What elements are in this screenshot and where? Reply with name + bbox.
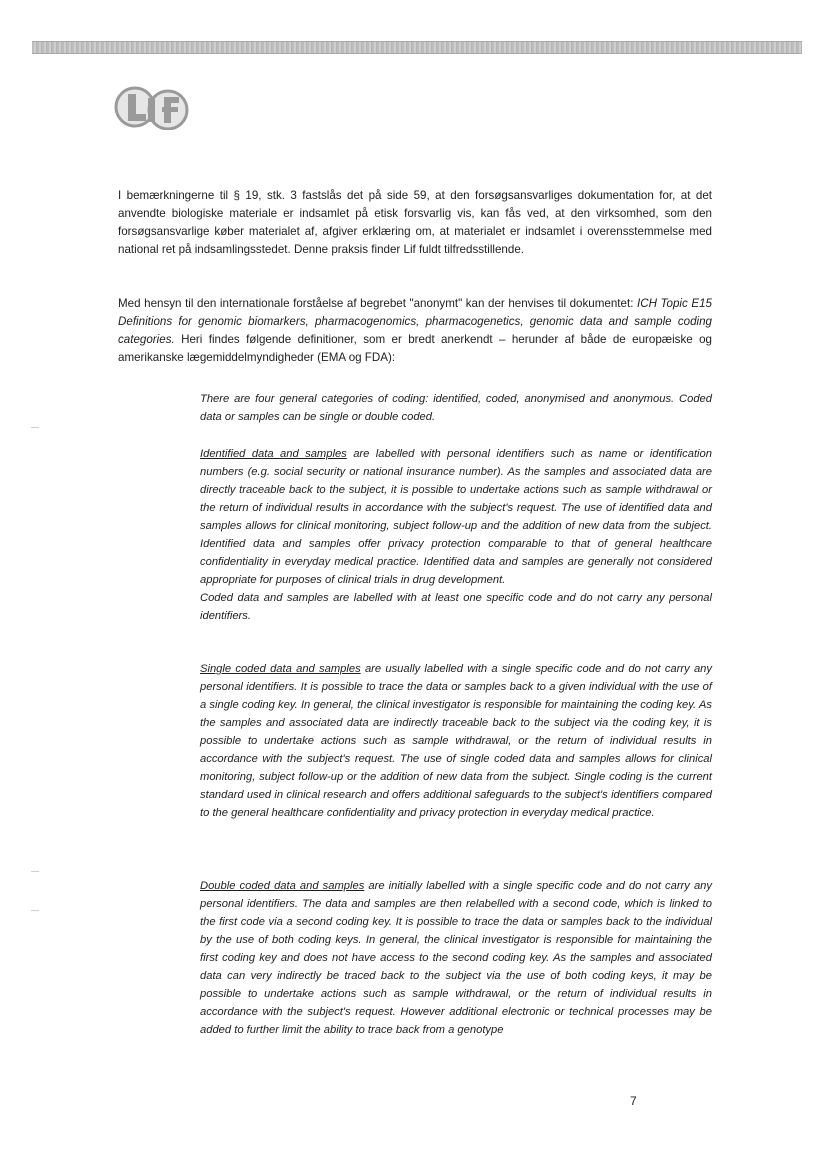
margin-mark xyxy=(31,427,39,428)
lif-logo xyxy=(112,84,196,130)
page-number: 7 xyxy=(630,1094,637,1108)
coded-definition: Coded data and samples are labelled with at least one specific code and do not carry any personal identifiers. xyxy=(200,592,712,622)
ich-document-title: ICH Topic E15 Definitions for genomic biomarkers, pharmacogenomics, pharmacogenetics, genomic data and sample coding categories. xyxy=(118,297,712,346)
double-coded-text: are initially labelled with a single specific code and do not carry any personal identifiers. The data and samples are then relabelled with a second code, which is linked to the first code via a second coding key. It is possible to trace the data or samples back to the individual by the use of both coding keys. In general, the clinical investigator is responsible for maintaining the first coding key and does not have access to the second coding key. As the samples and associated data can very indirectly be traced back to the subject via the use of both coding keys, it may be possible to undertake actions such as sample withdrawal, or the return of individual results in accordance with the subject's request. However additional electronic or technical processes may be added to further limit the ability to trace back from a genotype xyxy=(200,880,712,1036)
paragraph-ich-start: Med hensyn til den internationale forståelse af begrebet "anonymt" kan der henvises til dokumentet: xyxy=(118,297,637,310)
double-coded-heading: Double coded data and samples xyxy=(200,880,365,892)
identified-heading: Identified data and samples xyxy=(200,448,347,460)
quote-intro xyxy=(200,390,712,426)
paragraph-intro xyxy=(118,187,712,259)
margin-mark xyxy=(31,871,39,872)
quote-double-coded xyxy=(200,877,712,1039)
paragraph-ich-end: Heri findes følgende definitioner, som er bredt anerkendt – herunder af både de europæiske og amerikanske lægemiddelmyndigheder (EMA og FDA): xyxy=(118,333,712,364)
paragraph-intro-text: I bemærkningerne til § 19, stk. 3 fastslås det på side 59, at den forsøgsansvarliges dokumentation for, at det anvendte biologiske materiale er indsamlet på etisk forsvarlig vis, kan fås ved, at den virksomhed, som den forsøgsansvarlige køber materialet af, afgiver erklæring om, at materialet er indsamlet i overensstemmelse med national ret på indsamlingsstedet. Denne praksis finder Lif fuldt tilfredsstillende. xyxy=(118,189,712,256)
scan-header-bar xyxy=(32,41,802,54)
quote-identified xyxy=(200,445,712,625)
single-coded-heading: Single coded data and samples xyxy=(200,663,361,675)
quote-intro-text: There are four general categories of coding: identified, coded, anonymised and anonymous. Coded data or samples can be single or double coded. xyxy=(200,393,712,423)
margin-mark xyxy=(31,910,39,911)
quote-single-coded xyxy=(200,660,712,822)
single-coded-text: are usually labelled with a single specific code and do not carry any personal identifiers. It is possible to trace the data or samples back to a given individual with the use of a single coding key. In general, the clinical investigator is responsible for maintaining the coding key. As the samples and associated data are indirectly traceable back to the subject via the coding key, it is possible to undertake actions such as sample withdrawal, or the return of individual results in accordance with the subject's request. The use of single coded data and samples allows for clinical monitoring, subject follow-up or the addition of new data from the subject. Single coding is the current standard used in clinical research and offers additional safeguards to the subject's identifiers compared to the general healthcare confidentiality and privacy protection in everyday medical practice. xyxy=(200,663,712,819)
paragraph-ich-reference xyxy=(118,295,712,367)
identified-text: are labelled with personal identifiers such as name or identification numbers (e.g. social security or national insurance number). As the samples and associated data are directly traceable back to the subject, it is possible to undertake actions such as sample withdrawal or the return of individual results in accordance with the subject's request. The use of identified data and samples allows for clinical monitoring, subject follow-up and the addition of new data from the subject. Identified data and samples offer privacy protection comparable to that of general healthcare confidentiality in everyday medical practice. Identified data and samples are generally not considered appropriate for purposes of clinical trials in drug development. xyxy=(200,448,712,586)
